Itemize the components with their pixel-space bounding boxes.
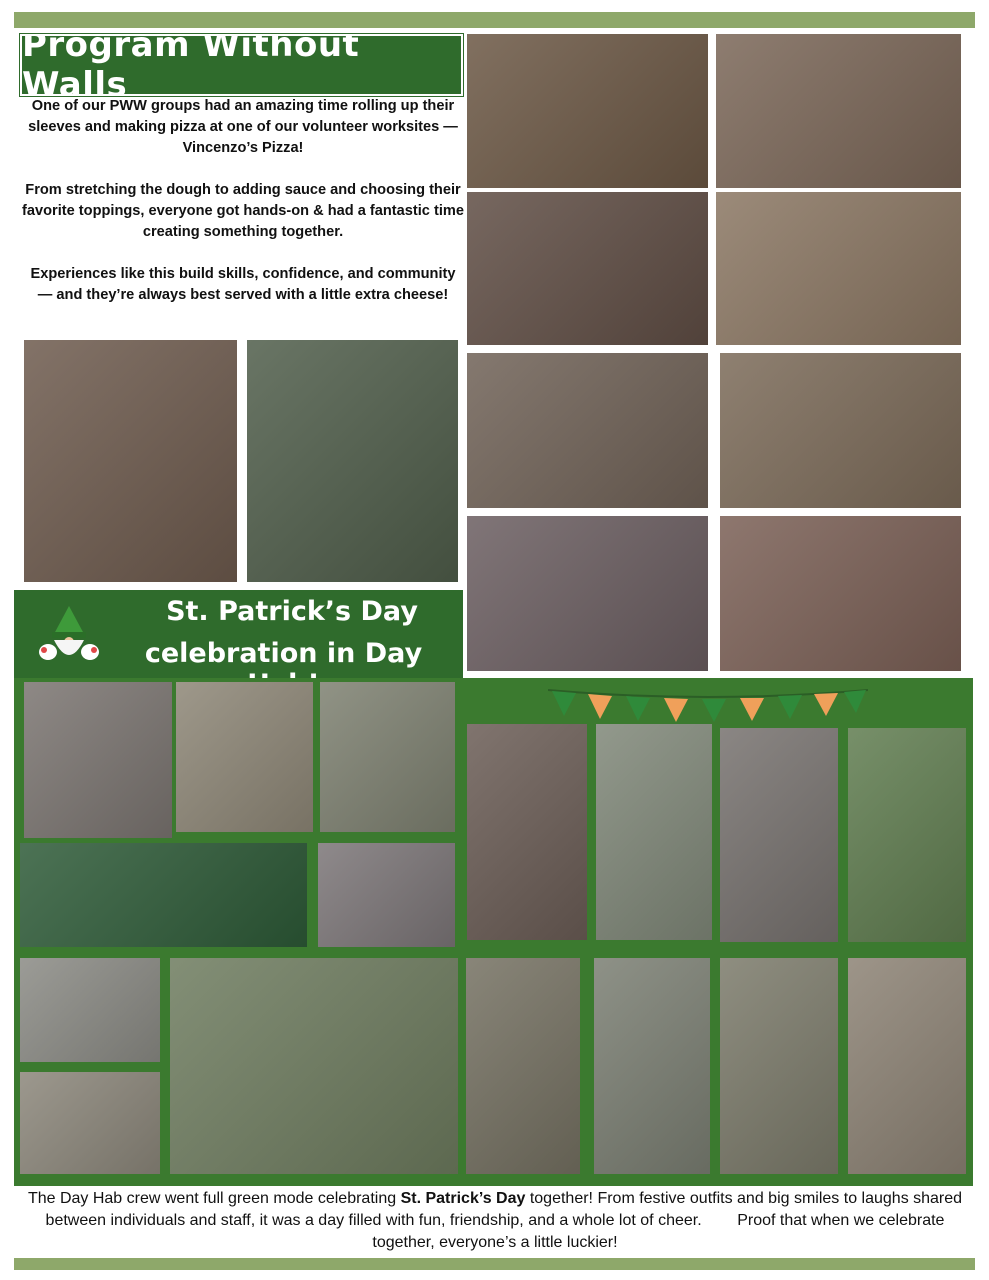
footer-caption xyxy=(20,1188,970,1254)
stp-photo-15 xyxy=(720,958,838,1174)
footer-text-pre: The Day Hab crew went full green mode celebrating xyxy=(27,1190,401,1207)
pizza-photo-1 xyxy=(24,340,237,582)
pizza-photo-10 xyxy=(720,516,961,671)
intro-paragraph-1: One of our PWW groups had an amazing time rolling up their sleeves and making pizza at one of our volunteer worksites — Vincenzo’s Pizza! xyxy=(28,98,458,156)
pizza-photo-9 xyxy=(467,516,708,671)
stp-photo-5 xyxy=(318,843,455,947)
stp-photo-10 xyxy=(20,958,160,1062)
stp-photo-6 xyxy=(467,724,587,940)
pizza-photo-6 xyxy=(716,192,961,345)
pizza-photo-3 xyxy=(467,34,708,188)
stpatricks-title-line1: St. Patrick’s Day xyxy=(166,596,418,627)
stp-photo-2 xyxy=(176,682,313,832)
shamrock-bunting-icon xyxy=(548,686,868,726)
intro-text xyxy=(22,96,464,327)
stp-photo-4 xyxy=(20,843,307,947)
footer-text-bold: St. Patrick’s Day xyxy=(400,1190,526,1207)
leprechaun-gnome-icon xyxy=(36,604,102,668)
pizza-photo-5 xyxy=(467,192,708,345)
stpatricks-title-box xyxy=(14,590,463,678)
stp-photo-7 xyxy=(596,724,712,940)
stp-photo-3 xyxy=(320,682,455,832)
stp-photo-12 xyxy=(170,958,458,1174)
intro-paragraph-3: Experiences like this build skills, confidence, and community — and they’re always best served with a little extra cheese! xyxy=(30,266,456,303)
pizza-photo-4 xyxy=(716,34,961,188)
footer-text-post: together! From festive outfits and big smiles to laughs shared between individuals and staff, it was a day filled with fun, friendship, and a whole lot of cheer. Proof that when we celebrate together, everyone’s a little luckier! xyxy=(45,1190,967,1251)
stp-photo-14 xyxy=(594,958,710,1174)
stp-photo-1 xyxy=(24,682,172,838)
stp-photo-16 xyxy=(848,958,966,1174)
pizza-photo-2 xyxy=(247,340,458,582)
stp-photo-8 xyxy=(720,728,838,942)
stp-photo-9 xyxy=(848,728,966,942)
section-title-box xyxy=(20,25,463,105)
intro-paragraph-2: From stretching the dough to adding sauce and choosing their favorite toppings, everyone got hands-on & had a fantastic time creating something together. xyxy=(22,182,464,240)
stp-photo-13 xyxy=(466,958,580,1174)
stpatricks-title-line2: celebration in Day xyxy=(144,638,423,669)
pizza-photo-7 xyxy=(467,353,708,508)
pizza-photo-8 xyxy=(720,353,961,508)
stp-photo-11 xyxy=(20,1072,160,1174)
bottom-divider-bar xyxy=(14,1258,975,1270)
page-title: Program Without Walls xyxy=(22,25,360,105)
